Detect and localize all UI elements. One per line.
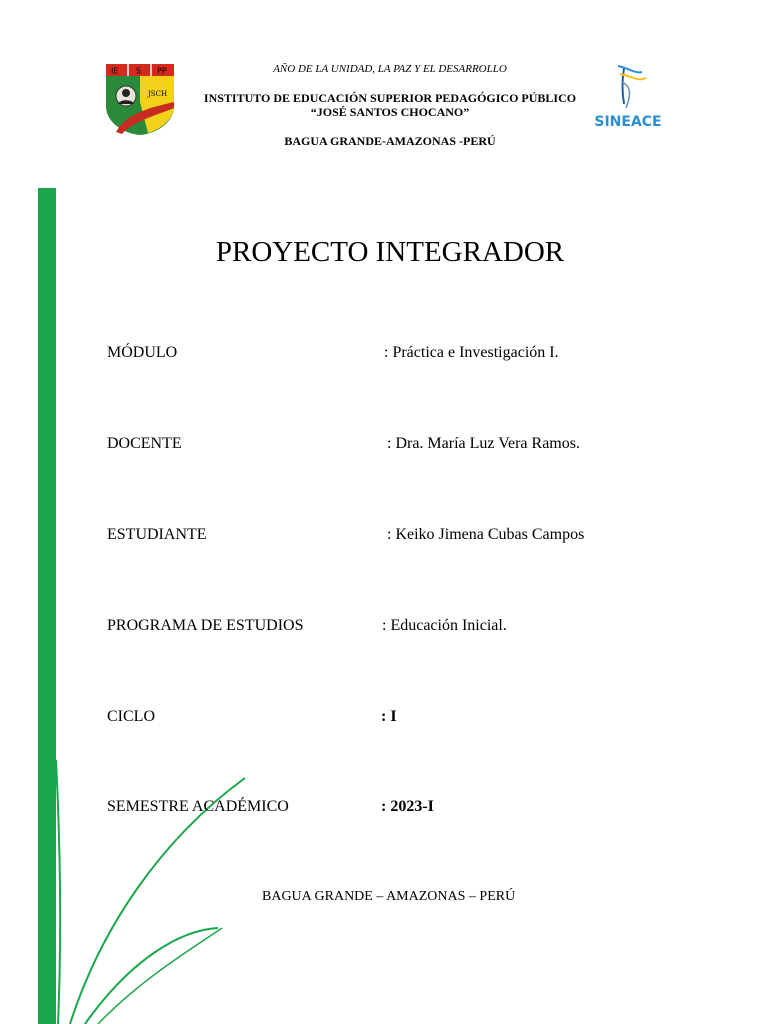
field-label-docente: DOCENTE xyxy=(107,435,182,452)
field-label-ciclo: CICLO xyxy=(107,708,155,725)
institution-name: INSTITUTO DE EDUCACIÓN SUPERIOR PEDAGÓGICO PÚBLICO xyxy=(203,91,577,105)
field-label-modulo: MÓDULO xyxy=(107,344,178,361)
document-title: PROYECTO INTEGRADOR xyxy=(215,236,565,268)
header-location: BAGUA GRANDE-AMAZONAS -PERÚ xyxy=(284,134,496,148)
institution-subname: “JOSÉ SANTOS CHOCANO” xyxy=(310,105,470,119)
logo-left-text-3: PP xyxy=(157,66,167,76)
field-value-semestre: : 2023-I xyxy=(381,798,434,815)
sineace-wordmark: SINEACE xyxy=(594,114,662,130)
logo-left-initials: JSCH xyxy=(148,90,168,98)
logo-left-text-1: IE xyxy=(111,66,119,76)
field-label-programa: PROGRAMA DE ESTUDIOS xyxy=(107,617,304,634)
field-label-estudiante: ESTUDIANTE xyxy=(107,526,207,543)
field-value-ciclo: : I xyxy=(381,708,397,725)
field-value-docente: : Dra. María Luz Vera Ramos. xyxy=(387,435,580,452)
motto: AÑO DE LA UNIDAD, LA PAZ Y EL DESARROLLO xyxy=(273,63,507,75)
field-value-estudiante: : Keiko Jimena Cubas Campos xyxy=(387,526,585,543)
field-value-modulo: : Práctica e Investigación I. xyxy=(384,344,559,361)
footer-location: BAGUA GRANDE – AMAZONAS – PERÚ xyxy=(262,889,516,904)
field-label-semestre: SEMESTRE ACADÉMICO xyxy=(107,798,289,815)
field-value-programa: : Educación Inicial. xyxy=(382,617,507,634)
logo-left-text-2: S xyxy=(136,66,142,76)
